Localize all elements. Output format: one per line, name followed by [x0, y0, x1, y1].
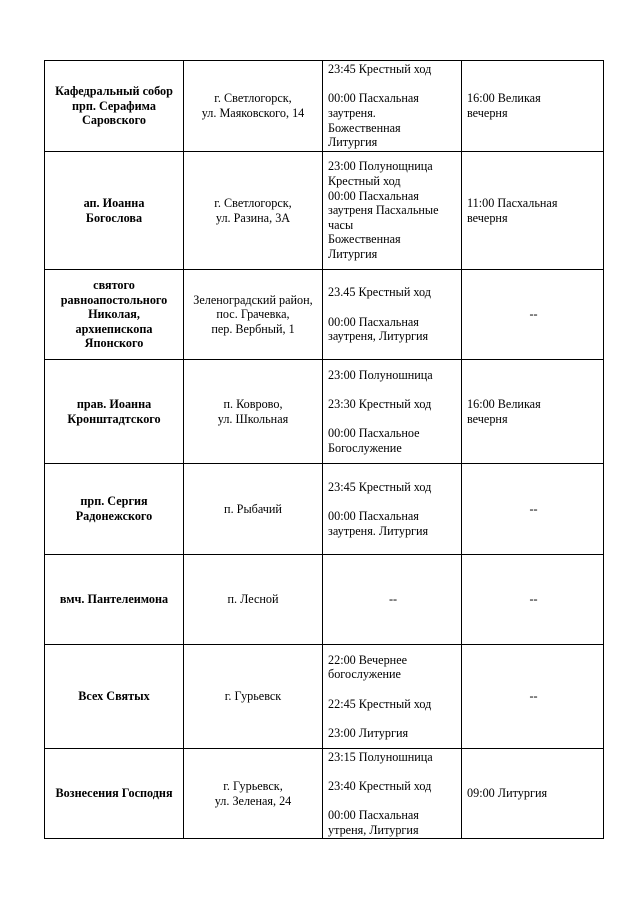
cell-line: 00:00 Пасхальная [328, 314, 419, 329]
cell-line: вечерня [467, 411, 508, 426]
church-name-cell [45, 464, 184, 555]
cell-line: Всех Святых [78, 689, 150, 704]
cell-line: Литургия [328, 246, 378, 261]
group-spacer [328, 412, 458, 427]
cell-line: -- [529, 592, 538, 607]
cell-line: Японского [84, 336, 144, 351]
group-spacer [328, 494, 458, 509]
cell-line: утреня, Литургия [328, 822, 419, 837]
table-row [45, 464, 604, 555]
cell-line: богослужение [328, 667, 401, 682]
night-services-cell [323, 749, 462, 839]
day-services-cell [462, 749, 604, 839]
night-services-cell [323, 61, 462, 152]
schedule-body [45, 61, 604, 839]
church-name-cell [45, 645, 184, 749]
table-row [45, 61, 604, 152]
cell-line: п. Рыбачий [224, 501, 282, 516]
cell-line: ул. Школьная [217, 411, 289, 426]
cell-line: Кронштадтского [67, 411, 161, 426]
cell-line: 00:00 Пасхальная [328, 808, 419, 823]
table-row [45, 645, 604, 749]
church-name-cell [45, 555, 184, 645]
cell-line: 16:00 Великая [467, 91, 541, 106]
address-cell [184, 61, 323, 152]
church-name-cell [45, 360, 184, 464]
cell-line: г. Гурьевск [224, 689, 282, 704]
cell-line: -- [529, 689, 538, 704]
cell-line: 23:40 Крестный ход [328, 778, 432, 793]
group-spacer [328, 77, 458, 92]
day-services-cell [462, 360, 604, 464]
table-row [45, 360, 604, 464]
cell-line: -- [529, 501, 538, 516]
day-services-cell [462, 555, 604, 645]
cell-line: 00:00 Пасхальное [328, 426, 420, 441]
cell-line: г. Светлогорск, [214, 91, 292, 106]
address-cell [184, 270, 323, 360]
cell-line: 22:45 Крестный ход [328, 696, 432, 711]
cell-line: 23.45 Крестный ход [328, 285, 431, 300]
group-spacer [328, 794, 458, 809]
church-name-cell [45, 61, 184, 152]
cell-line: ул. Зеленая, 24 [214, 793, 292, 808]
cell-line: ул. Маяковского, 14 [201, 106, 305, 120]
cell-line: Саровского [82, 113, 146, 128]
address-cell [184, 152, 323, 270]
cell-line: 23:00 Литургия [328, 725, 409, 740]
night-services-cell [323, 464, 462, 555]
cell-line: Крестный ход [328, 174, 401, 189]
cell-line: 09:00 Литургия [467, 786, 548, 801]
group-spacer [328, 682, 458, 697]
cell-line: пос. Грачевка, [216, 307, 290, 322]
cell-line: 11:00 Пасхальная [467, 195, 558, 210]
address-cell [184, 749, 323, 839]
cell-line: г. Светлогорск, [214, 195, 292, 210]
cell-line: -- [388, 592, 398, 607]
cell-line: заутреня. [328, 106, 376, 120]
cell-line: пер. Вербный, 1 [211, 321, 295, 336]
table-row [45, 152, 604, 270]
cell-line: 23:45 Крестный ход [328, 479, 432, 494]
cell-line: 00:00 Пасхальная [328, 188, 419, 203]
cell-line: заутреня, Литургия [328, 329, 429, 344]
cell-line: 00:00 Пасхальная [328, 91, 419, 106]
day-services-cell [462, 270, 604, 360]
cell-line: 23:30 Крестный ход [328, 396, 432, 411]
table-row [45, 749, 604, 839]
night-services-cell [323, 360, 462, 464]
cell-line: архиепископа [75, 321, 153, 336]
cell-line: вечерня [467, 210, 508, 225]
cell-line: 23:45 Крестный ход [328, 62, 432, 77]
cell-line: 23:00 Полуношница [328, 367, 433, 382]
address-cell [184, 645, 323, 749]
church-name-cell [45, 749, 184, 839]
cell-line: Вознесения Господня [55, 786, 173, 801]
table-row [45, 555, 604, 645]
cell-line: вмч. Пантелеимона [59, 592, 169, 607]
cell-line: 23:00 Полунощница [328, 159, 433, 174]
cell-line: 22:00 Вечернее [328, 652, 408, 667]
cell-line: ул. Разина, 3А [215, 210, 291, 225]
cell-line: Богослова [85, 210, 143, 225]
day-services-cell [462, 61, 604, 152]
group-spacer [328, 382, 458, 397]
cell-line: часы [328, 217, 354, 232]
cell-line: -- [529, 307, 538, 322]
day-services-cell [462, 152, 604, 270]
cell-line: 00:00 Пасхальная [328, 509, 419, 523]
table-row [45, 270, 604, 360]
church-name-cell [45, 152, 184, 270]
cell-line: заутреня Пасхальные [328, 203, 439, 218]
cell-line: вечерня [467, 106, 508, 120]
cell-line: прп. Серафима [72, 98, 156, 113]
day-services-cell [462, 645, 604, 749]
night-services-cell [323, 152, 462, 270]
cell-line: п. Лесной [227, 592, 279, 607]
group-spacer [328, 764, 458, 779]
cell-line: Божественная [328, 232, 401, 247]
day-services-cell [462, 464, 604, 555]
cell-line: 16:00 Великая [467, 396, 541, 411]
cell-line: ап. Иоанна [83, 195, 145, 210]
service-schedule-table [44, 60, 604, 839]
cell-line: заутреня. Литургия [328, 523, 429, 538]
cell-line: Кафедральный собор [55, 84, 173, 99]
cell-line: Богослужение [328, 440, 402, 455]
cell-line: Радонежского [75, 509, 153, 523]
cell-line: Литургия [328, 135, 378, 150]
address-cell [184, 464, 323, 555]
church-name-cell [45, 270, 184, 360]
address-cell [184, 360, 323, 464]
cell-line: святого [93, 278, 135, 293]
night-services-cell [323, 270, 462, 360]
night-services-cell [323, 645, 462, 749]
group-spacer [328, 711, 458, 726]
cell-line: Николая, [88, 307, 140, 322]
cell-line: Зеленоградский район, [193, 292, 313, 307]
cell-line: г. Гурьевск, [223, 778, 283, 793]
cell-line: 23:15 Полуношница [328, 749, 433, 764]
night-services-cell [323, 555, 462, 645]
cell-line: п. Коврово, [223, 396, 283, 411]
cell-line: равноапостольного [60, 292, 168, 307]
group-spacer [328, 300, 458, 315]
address-cell [184, 555, 323, 645]
cell-line: прав. Иоанна [76, 396, 152, 411]
cell-line: прп. Сергия [80, 494, 148, 509]
cell-line: Божественная [328, 120, 401, 135]
